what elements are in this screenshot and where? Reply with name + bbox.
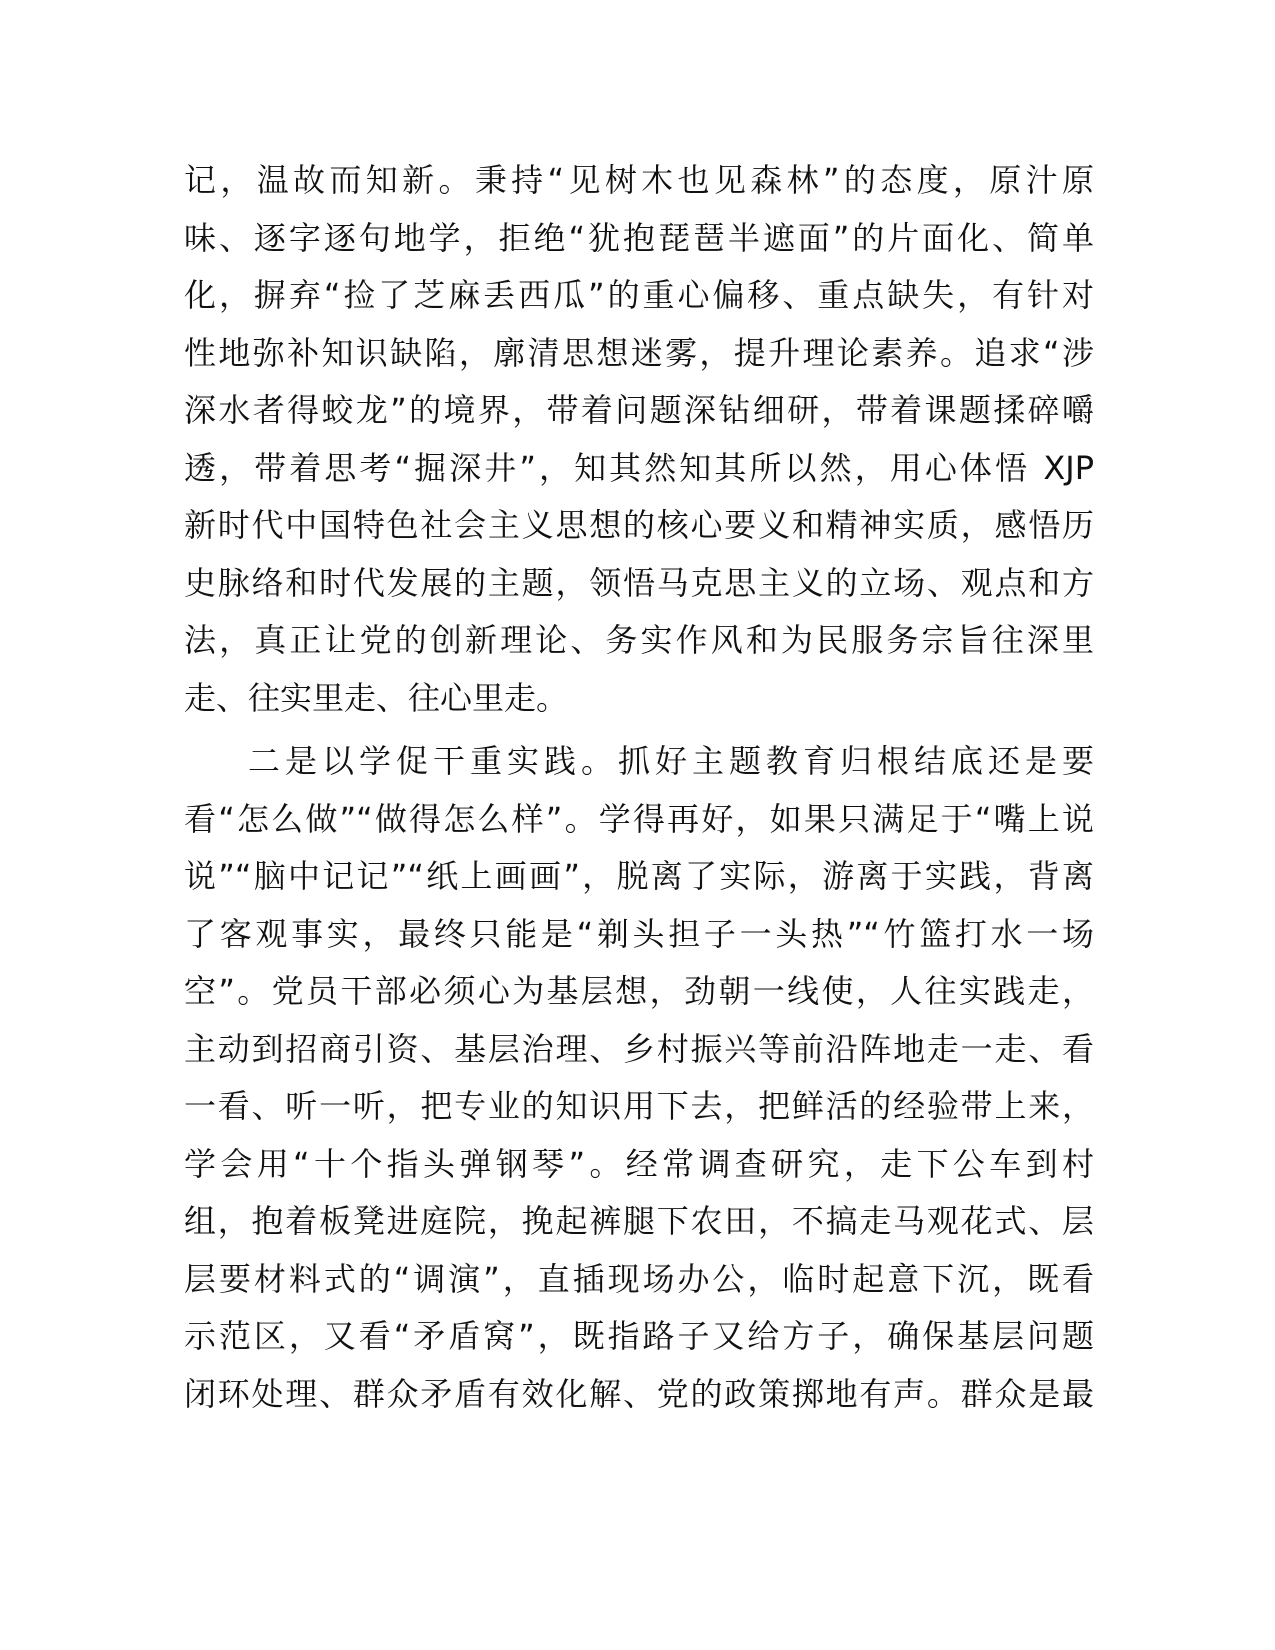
- text-line: 性地弥补知识缺陷，廓清思想迷雾，提升理论素养。追求“涉: [184, 333, 1094, 372]
- text-line: 新时代中国特色社会主义思想的核心要义和精神实质，感悟历: [184, 506, 1094, 544]
- text-line: 示范区，又看“矛盾窝”，既指路子又给方子，确保基层问题: [184, 1317, 1094, 1355]
- text-line: 史脉络和时代发展的主题，领悟马克思主义的立场、观点和方: [184, 563, 1094, 602]
- text-line: 主动到招商引资、基层治理、乡村振兴等前沿阵地走一走、看: [184, 1029, 1094, 1068]
- text-line: 闭环处理、群众矛盾有效化解、党的政策掷地有声。群众是最: [184, 1374, 1094, 1413]
- text-line: 组，抱着板凳进庭院，挽起裤腿下农田，不搞走马观花式、层: [184, 1202, 1094, 1240]
- text-line: 深水者得蛟龙”的境界，带着问题深钻细研，带着课题揉碎嚼: [184, 391, 1094, 429]
- paragraph-2: [184, 733, 1094, 1423]
- text-line: 法，真正让党的创新理论、务实作风和为民服务宗旨往深里: [184, 621, 1094, 659]
- body-text: [184, 152, 1094, 1423]
- text-line: 化，摒弃“捡了芝麻丢西瓜”的重心偏移、重点缺失，有针对: [184, 276, 1094, 314]
- text-line: 透，带着思考“掘深井”，知其然知其所以然，用心体悟 XJP: [184, 448, 1094, 487]
- text-line: 二是以学促干重实践。抓好主题教育归根结底还是要: [248, 742, 1094, 780]
- text-line: 学会用“十个指头弹钢琴”。经常调查研究，走下公车到村: [184, 1144, 1094, 1183]
- text-line: 一看、听一听，把专业的知识用下去，把鲜活的经验带上来，: [184, 1087, 1094, 1125]
- text-line: 了客观事实，最终只能是“剃头担子一头热”“竹篮打水一场: [184, 914, 1094, 953]
- text-line: 味、逐字逐句地学，拒绝“犹抱琵琶半遮面”的片面化、简单: [184, 218, 1094, 257]
- text-line: 看“怎么做”“做得怎么样”。学得再好，如果只满足于“嘴上说: [184, 799, 1094, 838]
- text-line: 走、往实里走、往心里走。: [184, 678, 569, 717]
- text-line: 层要材料式的“调演”，直插现场办公，临时起意下沉，既看: [184, 1259, 1094, 1298]
- paragraph-1: [184, 152, 1094, 727]
- text-line: 说”“脑中记记”“纸上画画”，脱离了实际，游离于实践，背离: [184, 857, 1094, 895]
- text-line: 记，温故而知新。秉持“见树木也见森林”的态度，原汁原: [184, 161, 1094, 199]
- text-line: 空”。党员干部必须心为基层想，劲朝一线使，人往实践走，: [184, 972, 1094, 1010]
